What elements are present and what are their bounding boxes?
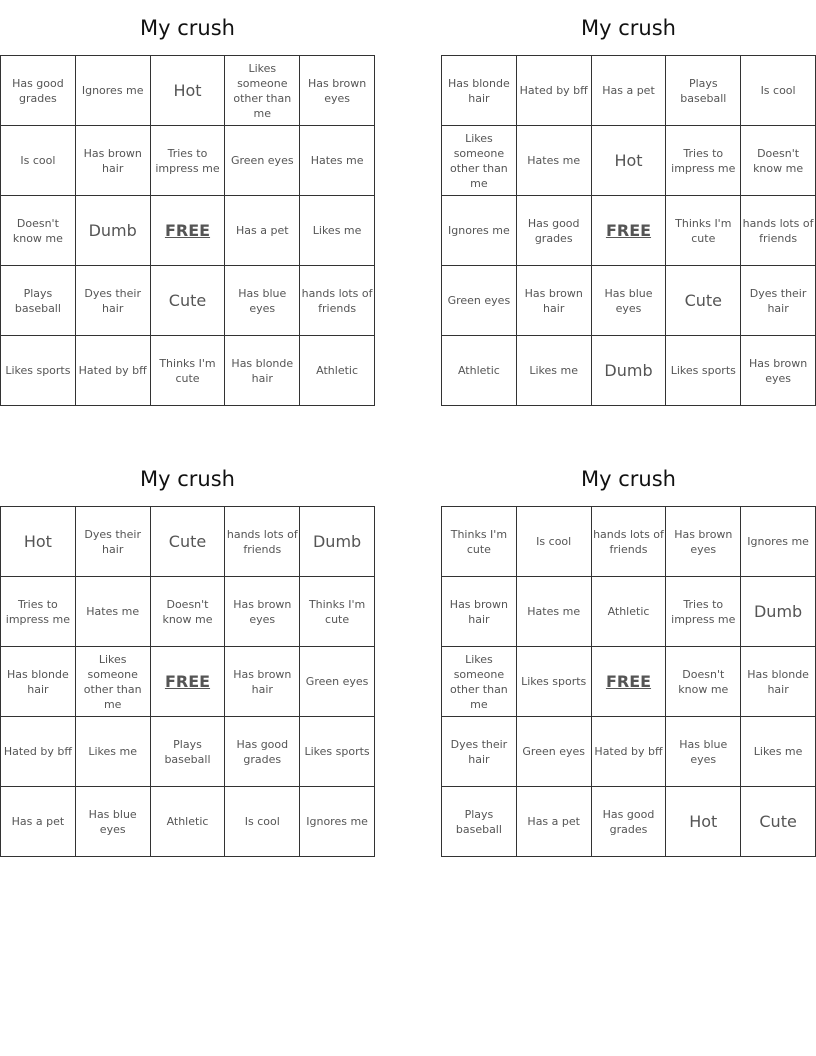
free-space-cell: FREE xyxy=(591,196,666,266)
grid-row xyxy=(1,56,375,126)
grid-cell: Likes someone other than me xyxy=(75,647,150,717)
grid-cell: hands lots of friends xyxy=(300,266,375,336)
grid-cell: Tries to impress me xyxy=(150,126,225,196)
grid-cell: Is cool xyxy=(1,126,76,196)
grid-row xyxy=(1,196,375,266)
grid-cell: Dumb xyxy=(741,577,816,647)
grid-cell: Has blonde hair xyxy=(1,647,76,717)
grid-row xyxy=(442,196,816,266)
grid-row xyxy=(1,336,375,406)
grid-cell: Likes me xyxy=(300,196,375,266)
grid-row xyxy=(1,266,375,336)
grid-cell: Plays baseball xyxy=(442,787,517,857)
grid-cell: Doesn't know me xyxy=(666,647,741,717)
grid-cell: Has good grades xyxy=(516,196,591,266)
grid-row xyxy=(442,577,816,647)
grid-cell: Doesn't know me xyxy=(150,577,225,647)
grid-row xyxy=(442,647,816,717)
grid-row xyxy=(1,787,375,857)
grid-cell: Has a pet xyxy=(516,787,591,857)
bingo-grid xyxy=(441,55,816,406)
grid-row xyxy=(442,717,816,787)
grid-cell: Green eyes xyxy=(516,717,591,787)
grid-cell: Dumb xyxy=(300,507,375,577)
grid-cell: Thinks I'm cute xyxy=(666,196,741,266)
grid-cell: Ignores me xyxy=(442,196,517,266)
grid-cell: Has blonde hair xyxy=(442,56,517,126)
grid-row xyxy=(1,126,375,196)
grid-cell: Has brown hair xyxy=(442,577,517,647)
grid-cell: Athletic xyxy=(591,577,666,647)
grid-cell: Has blue eyes xyxy=(225,266,300,336)
grid-row xyxy=(442,56,816,126)
grid-cell: Thinks I'm cute xyxy=(442,507,517,577)
grid-cell: Hot xyxy=(666,787,741,857)
grid-cell: Cute xyxy=(666,266,741,336)
grid-cell: Has blue eyes xyxy=(666,717,741,787)
grid-cell: Ignores me xyxy=(75,56,150,126)
grid-cell: Is cool xyxy=(516,507,591,577)
grid-cell: Likes someone other than me xyxy=(225,56,300,126)
grid-cell: Dyes their hair xyxy=(442,717,517,787)
card-title: My crush xyxy=(140,467,235,491)
grid-cell: Dyes their hair xyxy=(741,266,816,336)
grid-cell: Has blonde hair xyxy=(225,336,300,406)
bingo-grid xyxy=(0,55,375,406)
grid-cell: Is cool xyxy=(225,787,300,857)
grid-cell: Tries to impress me xyxy=(1,577,76,647)
grid-cell: Hot xyxy=(150,56,225,126)
grid-cell: Hates me xyxy=(300,126,375,196)
grid-cell: Has brown hair xyxy=(516,266,591,336)
grid-row xyxy=(1,507,375,577)
grid-cell: Plays baseball xyxy=(666,56,741,126)
grid-cell: Has blue eyes xyxy=(591,266,666,336)
grid-cell: Hated by bff xyxy=(516,56,591,126)
grid-cell: hands lots of friends xyxy=(741,196,816,266)
grid-cell: Dumb xyxy=(75,196,150,266)
grid-cell: Has good grades xyxy=(225,717,300,787)
grid-cell: Has brown eyes xyxy=(300,56,375,126)
card-title: My crush xyxy=(140,16,235,40)
grid-cell: Hot xyxy=(1,507,76,577)
grid-cell: Likes me xyxy=(75,717,150,787)
grid-cell: hands lots of friends xyxy=(591,507,666,577)
grid-cell: Has a pet xyxy=(1,787,76,857)
grid-cell: Hot xyxy=(591,126,666,196)
grid-cell: Athletic xyxy=(442,336,517,406)
grid-row xyxy=(442,787,816,857)
grid-cell: Ignores me xyxy=(300,787,375,857)
grid-cell: Has brown eyes xyxy=(225,577,300,647)
grid-cell: Doesn't know me xyxy=(1,196,76,266)
grid-row xyxy=(442,126,816,196)
grid-cell: Tries to impress me xyxy=(666,126,741,196)
grid-cell: Cute xyxy=(150,266,225,336)
grid-row xyxy=(442,336,816,406)
grid-cell: Likes me xyxy=(516,336,591,406)
grid-cell: Has brown eyes xyxy=(666,507,741,577)
grid-cell: Likes someone other than me xyxy=(442,126,517,196)
grid-cell: Athletic xyxy=(300,336,375,406)
grid-cell: Has brown hair xyxy=(75,126,150,196)
grid-cell: Likes sports xyxy=(666,336,741,406)
grid-cell: Likes sports xyxy=(300,717,375,787)
grid-cell: Dyes their hair xyxy=(75,266,150,336)
free-space-cell: FREE xyxy=(591,647,666,717)
grid-row xyxy=(1,647,375,717)
grid-cell: Thinks I'm cute xyxy=(300,577,375,647)
grid-cell: Hates me xyxy=(516,577,591,647)
grid-cell: Tries to impress me xyxy=(666,577,741,647)
grid-cell: Has good grades xyxy=(591,787,666,857)
grid-cell: Likes me xyxy=(741,717,816,787)
grid-cell: Is cool xyxy=(741,56,816,126)
grid-cell: Thinks I'm cute xyxy=(150,336,225,406)
grid-cell: Green eyes xyxy=(300,647,375,717)
grid-cell: Cute xyxy=(741,787,816,857)
card-title: My crush xyxy=(581,467,676,491)
grid-cell: Hated by bff xyxy=(1,717,76,787)
grid-cell: hands lots of friends xyxy=(225,507,300,577)
grid-cell: Ignores me xyxy=(741,507,816,577)
grid-cell: Hated by bff xyxy=(591,717,666,787)
free-space-cell: FREE xyxy=(150,647,225,717)
grid-cell: Likes someone other than me xyxy=(442,647,517,717)
grid-cell: Green eyes xyxy=(442,266,517,336)
grid-cell: Hates me xyxy=(516,126,591,196)
grid-cell: Has a pet xyxy=(225,196,300,266)
free-space-cell: FREE xyxy=(150,196,225,266)
grid-cell: Green eyes xyxy=(225,126,300,196)
grid-cell: Has good grades xyxy=(1,56,76,126)
grid-cell: Plays baseball xyxy=(1,266,76,336)
card-title: My crush xyxy=(581,16,676,40)
grid-row xyxy=(442,266,816,336)
grid-cell: Plays baseball xyxy=(150,717,225,787)
grid-cell: Athletic xyxy=(150,787,225,857)
bingo-grid xyxy=(0,506,375,857)
grid-cell: Cute xyxy=(150,507,225,577)
grid-cell: Dumb xyxy=(591,336,666,406)
grid-cell: Hates me xyxy=(75,577,150,647)
bingo-grid xyxy=(441,506,816,857)
grid-row xyxy=(1,577,375,647)
grid-cell: Dyes their hair xyxy=(75,507,150,577)
grid-cell: Has blue eyes xyxy=(75,787,150,857)
grid-cell: Has blonde hair xyxy=(741,647,816,717)
grid-cell: Doesn't know me xyxy=(741,126,816,196)
grid-cell: Has brown eyes xyxy=(741,336,816,406)
grid-cell: Has brown hair xyxy=(225,647,300,717)
grid-cell: Likes sports xyxy=(1,336,76,406)
grid-row xyxy=(1,717,375,787)
grid-cell: Likes sports xyxy=(516,647,591,717)
grid-cell: Hated by bff xyxy=(75,336,150,406)
grid-row xyxy=(442,507,816,577)
grid-cell: Has a pet xyxy=(591,56,666,126)
